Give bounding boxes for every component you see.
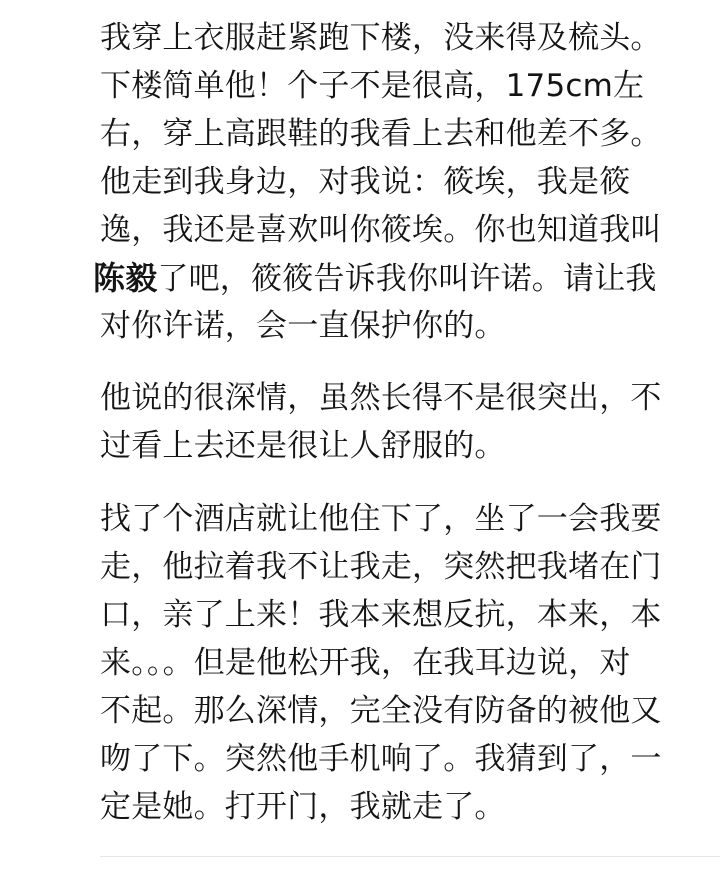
text-line: 不起。那么深情，完全没有防备的被他又 bbox=[100, 693, 662, 729]
text-line: 吻了下。突然他手机响了。我猜到了，一 bbox=[100, 741, 662, 777]
text-line: 来。。。但是他松开我，在我耳边说，对 bbox=[100, 645, 631, 681]
text-line: 对你许诺，会一直保护你的。 bbox=[100, 308, 506, 344]
text-line: 找了个酒店就让他住下了，坐了一会我要 bbox=[100, 501, 662, 537]
text-line-rest: 了吧，筱筱告诉我你叫许诺。请让我 bbox=[157, 261, 657, 297]
text-line: 定是她。打开门，我就走了。 bbox=[100, 789, 506, 825]
bold-name: 陈毅 bbox=[93, 259, 158, 297]
text-line: 他说的很深情，虽然长得不是很突出，不 bbox=[100, 380, 662, 416]
text-line: 走，他拉着我不让我走，突然把我堵在门 bbox=[100, 549, 662, 585]
text-line: 下楼简单他！个子不是很高，175cm左 bbox=[100, 68, 645, 104]
text-line: 过看上去还是很让人舒服的。 bbox=[100, 428, 506, 464]
text-line: 我穿上衣服赶紧跑下楼，没来得及梳头。 bbox=[100, 20, 662, 56]
text-line: 口，亲了上来！我本来想反抗，本来，本 bbox=[100, 597, 662, 633]
text-line: 逸，我还是喜欢叫你筱埃。你也知道我叫 bbox=[100, 212, 662, 248]
text-line: 他走到我身边，对我说：筱埃，我是筱 bbox=[100, 164, 631, 200]
bottom-divider bbox=[100, 856, 720, 857]
text-line bbox=[93, 252, 657, 304]
text-line: 右，穿上高跟鞋的我看上去和他差不多。 bbox=[100, 116, 662, 152]
